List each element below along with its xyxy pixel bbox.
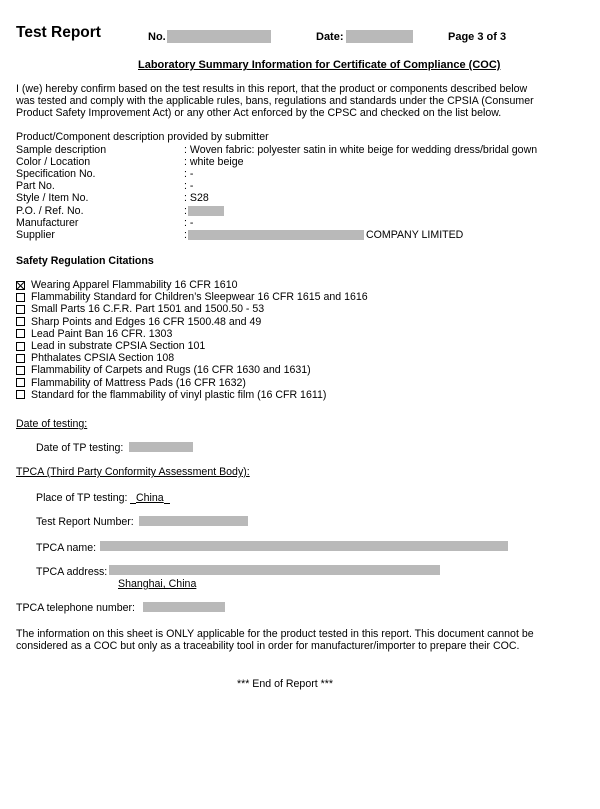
intro-line: was tested and comply with the applicable rules, bans, regulations and standards under the CPSIA (Consumer	[16, 95, 534, 108]
citation-label: Lead in substrate CPSIA Section 101	[31, 340, 206, 352]
place-value-text: China	[136, 492, 164, 504]
row-label: Specification No.	[16, 167, 96, 180]
summary-title: Laboratory Summary Information for Certificate of Compliance (COC)	[138, 59, 501, 71]
checkbox-checked[interactable]	[16, 281, 25, 290]
tp-testing-date-label: Date of TP testing:	[36, 442, 124, 454]
row-value: : S28	[184, 192, 209, 205]
citation-label: Flammability of Mattress Pads (16 CFR 1632)	[31, 376, 246, 389]
row-label: Style / Item No.	[16, 192, 89, 205]
redacted-date	[346, 30, 413, 43]
tpca-heading: TPCA (Third Party Conformity Assessment Body):	[16, 466, 250, 478]
redacted-tpca-name	[100, 541, 508, 551]
row-label: Supplier	[16, 228, 55, 241]
tpca-address-city: Shanghai, China	[118, 578, 197, 590]
citation-label: Phthalates CPSIA Section 108	[31, 352, 175, 365]
end-of-report: *** End of Report ***	[237, 678, 333, 690]
citation-label: Small Parts 16 C.F.R. Part 1501 and 1500.50 - 53	[31, 303, 265, 316]
checkbox[interactable]	[16, 293, 25, 302]
checkbox[interactable]	[16, 305, 25, 314]
checkbox[interactable]	[16, 390, 25, 399]
redacted-test-report-number	[139, 516, 248, 526]
row-value: : Woven fabric: polyester satin in white beige for wedding dress/bridal gown	[184, 143, 538, 156]
report-number-label: No.	[148, 31, 166, 43]
citation-label: Flammability Standard for Children’s Sleepwear 16 CFR 1615 and 1616	[31, 291, 368, 304]
row-label: Sample description	[16, 143, 107, 156]
tpca-name-label: TPCA name:	[36, 542, 97, 554]
row-value: : -	[184, 180, 194, 193]
redacted-po-number	[188, 206, 224, 216]
page-number: Page 3 of 3	[448, 31, 507, 43]
row-value: :	[184, 228, 187, 241]
checkbox[interactable]	[16, 317, 25, 326]
date-label: Date:	[316, 31, 344, 43]
intro-line: I (we) hereby confirm based on the test results in this report, that the product or components described below	[16, 83, 528, 95]
citation-label: Flammability of Carpets and Rugs (16 CFR 1630 and 1631)	[31, 364, 311, 377]
citations-heading: Safety Regulation Citations	[16, 255, 154, 267]
citation-label: Lead Paint Ban 16 CFR. 1303	[31, 327, 173, 340]
intro-line: Product Safety Improvement Act) or any other Act enforced by the CPSC and checked on the list below.	[16, 107, 502, 120]
tpca-address-label: TPCA address:	[36, 566, 108, 578]
checkbox[interactable]	[16, 329, 25, 338]
product-heading: Product/Component description provided by submitter	[16, 131, 269, 143]
redacted-report-number	[167, 30, 271, 43]
place-of-testing-value	[130, 492, 170, 504]
row-value: :	[184, 204, 187, 217]
checkbox[interactable]	[16, 342, 25, 351]
supplier-suffix: COMPANY LIMITED	[366, 228, 464, 241]
row-label: Part No.	[16, 180, 55, 193]
redacted-tpca-phone	[143, 602, 225, 612]
place-of-testing-label: Place of TP testing:	[36, 492, 128, 504]
row-label: P.O. / Ref. No.	[16, 204, 84, 217]
notice-paragraph	[16, 628, 534, 652]
checkbox[interactable]	[16, 378, 25, 387]
redacted-supplier-name	[188, 230, 364, 240]
checkbox[interactable]	[16, 366, 25, 375]
row-value: : -	[184, 216, 194, 229]
notice-line: considered as a COC but only as a traceability tool in order for manufacturer/importer to prepare their COC.	[16, 640, 520, 653]
checkbox[interactable]	[16, 354, 25, 363]
citation-label: Wearing Apparel Flammability 16 CFR 1610	[31, 279, 238, 291]
row-value: : -	[184, 167, 194, 180]
row-value: : white beige	[184, 155, 244, 168]
row-label: Manufacturer	[16, 216, 79, 229]
test-report-number-label: Test Report Number:	[36, 516, 134, 528]
redacted-testing-date	[129, 442, 193, 452]
row-label: Color / Location	[16, 155, 91, 168]
citation-label: Sharp Points and Edges 16 CFR 1500.48 and 49	[31, 315, 262, 328]
redacted-tpca-address	[109, 565, 440, 575]
testing-heading: Date of testing:	[16, 418, 88, 430]
intro-paragraph	[16, 83, 534, 120]
notice-line: The information on this sheet is ONLY applicable for the product tested in this report. This document cannot be	[16, 628, 534, 640]
report-title: Test Report	[16, 24, 101, 41]
citation-label: Standard for the flammability of vinyl plastic film (16 CFR 1611)	[31, 388, 327, 401]
tpca-phone-label: TPCA telephone number:	[16, 602, 135, 614]
